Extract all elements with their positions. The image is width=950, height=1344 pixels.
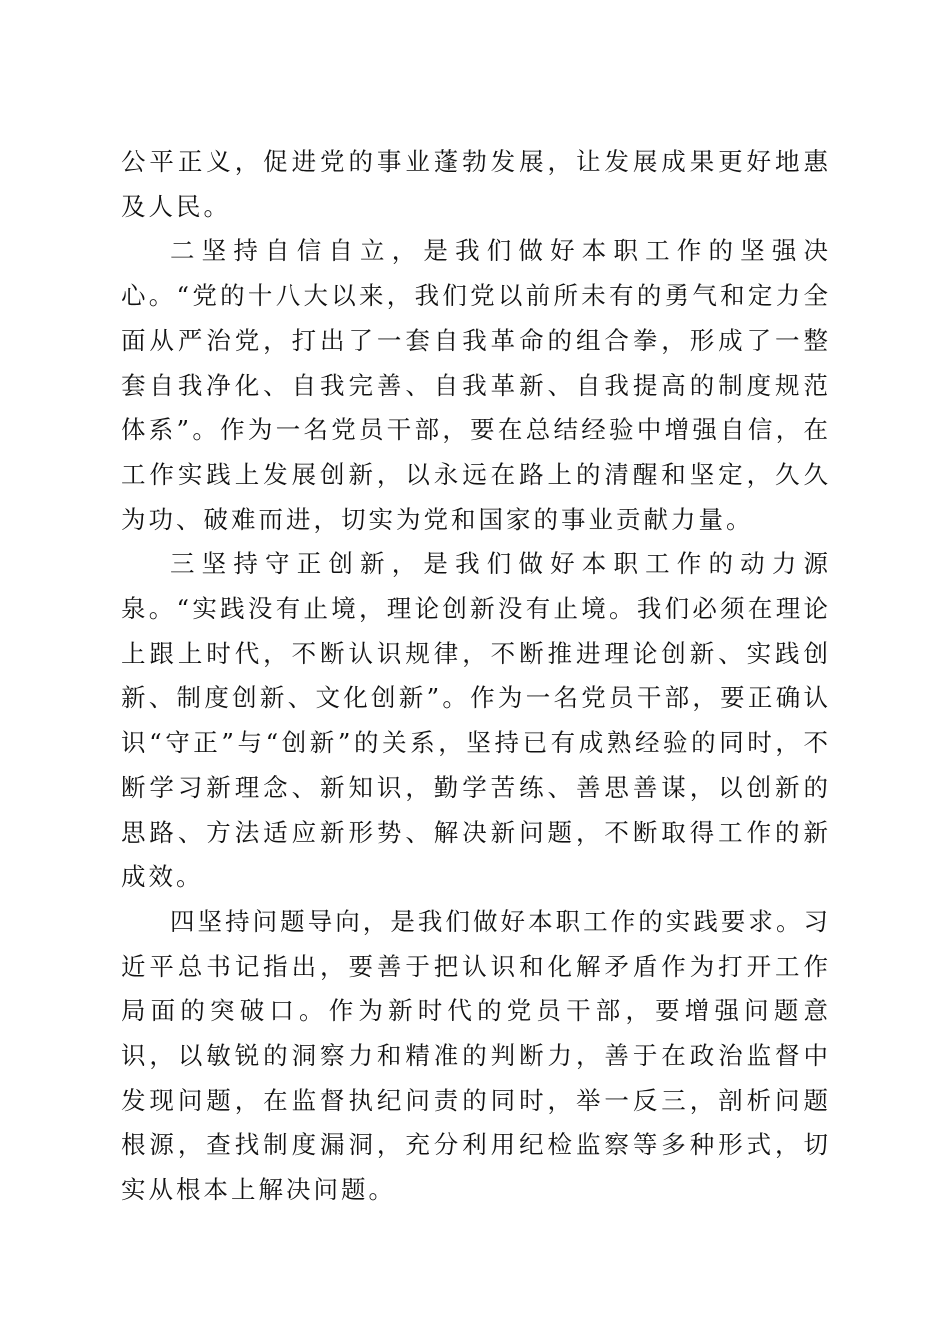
paragraph-continuation: 公平正义，促进党的事业蓬勃发展，让发展成果更好地惠及人民。 — [121, 147, 831, 221]
document-body — [121, 140, 831, 1213]
paragraph-point-two: 二坚持自信自立，是我们做好本职工作的坚强决心。“党的十八大以来，我们党以前所未有的勇气和定力全面从严治党，打出了一套自我革命的组合拳，形成了一整套自我净化、自我完善、自我革新、自我提高的制度规范体系”。作为一名党员干部，要在总结经验中增强自信，在工作实践上发展创新，以永远在路上的清醒和坚定，久久为功、破难而进，切实为党和国家的事业贡献力量。 — [121, 236, 831, 534]
paragraph-point-four: 四坚持问题导向，是我们做好本职工作的实践要求。习近平总书记指出，要善于把认识和化解矛盾作为打开工作局面的突破口。作为新时代的党员干部，要增强问题意识，以敏锐的洞察力和精准的判断力，善于在政治监督中发现问题，在监督执纪问责的同时，举一反三，剖析问题根源，查找制度漏洞，充分利用纪检监察等多种形式，切实从根本上解决问题。 — [121, 906, 831, 1205]
paragraph-point-three: 三坚持守正创新，是我们做好本职工作的动力源泉。“实践没有止境，理论创新没有止境。我们必须在理论上跟上时代，不断认识规律，不断推进理论创新、实践创新、制度创新、文化创新”。作为一名党员干部，要正确认识“守正”与“创新”的关系，坚持已有成熟经验的同时，不断学习新理念、新知识，勤学苦练、善思善谋，以创新的思路、方法适应新形势、解决新问题，不断取得工作的新成效。 — [121, 549, 831, 892]
